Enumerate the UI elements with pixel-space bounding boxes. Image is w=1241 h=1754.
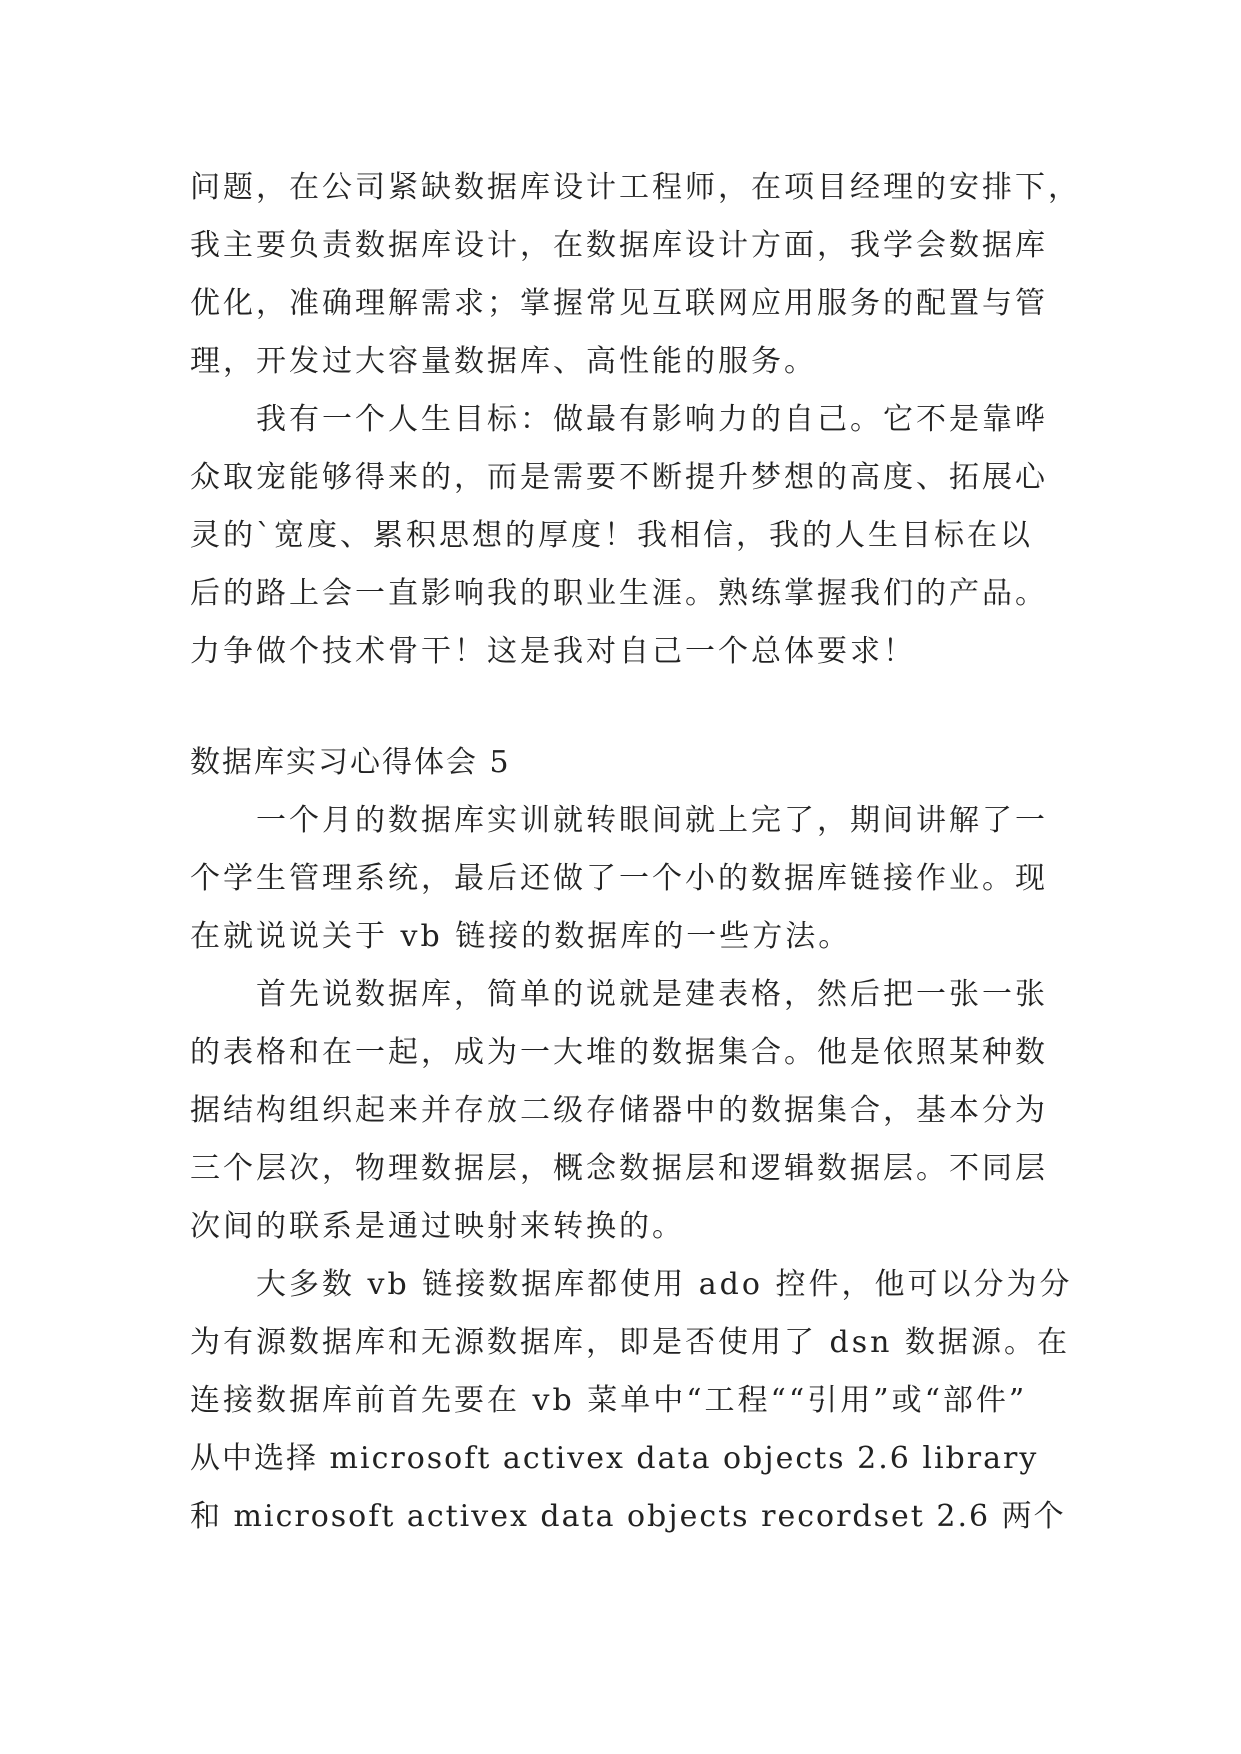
text-line: 理，开发过大容量数据库、高性能的服务。	[190, 344, 817, 379]
text-line: 三个层次，物理数据层，概念数据层和逻辑数据层。不同层	[190, 1151, 1048, 1186]
section-heading: 数据库实习心得体会 5	[190, 745, 511, 780]
text-line: 优化，准确理解需求；掌握常见互联网应用服务的配置与管	[190, 286, 1048, 321]
paragraph-first-line: 大多数 vb 链接数据库都使用 ado 控件，他可以分为分	[256, 1267, 1073, 1302]
text-line: 灵的`宽度、累积思想的厚度！我相信，我的人生目标在以	[190, 518, 1033, 553]
paragraph-first-line: 一个月的数据库实训就转眼间就上完了，期间讲解了一	[256, 803, 1048, 838]
paragraph-first-line: 我有一个人生目标：做最有影响力的自己。它不是靠哗	[256, 402, 1048, 437]
text-line: 据结构组织起来并存放二级存储器中的数据集合，基本分为	[190, 1093, 1048, 1128]
text-line: 次间的联系是通过映射来转换的。	[190, 1209, 685, 1244]
text-line: 的表格和在一起，成为一大堆的数据集合。他是依照某种数	[190, 1035, 1048, 1070]
text-line: 和 microsoft activex data objects recordset 2.6 两个	[190, 1499, 1066, 1534]
text-line: 在就说说关于 vb 链接的数据库的一些方法。	[190, 919, 852, 954]
text-line: 后的路上会一直影响我的职业生涯。熟练掌握我们的产品。	[190, 576, 1048, 611]
text-line: 众取宠能够得来的，而是需要不断提升梦想的高度、拓展心	[190, 460, 1048, 495]
text-line: 个学生管理系统，最后还做了一个小的数据库链接作业。现	[190, 861, 1048, 896]
text-line: 问题，在公司紧缺数据库设计工程师，在项目经理的安排下，	[190, 170, 1081, 205]
paragraph-first-line: 首先说数据库，简单的说就是建表格，然后把一张一张	[256, 977, 1048, 1012]
text-line: 力争做个技术骨干！这是我对自己一个总体要求！	[190, 634, 916, 669]
text-line: 从中选择 microsoft activex data objects 2.6 library	[190, 1441, 1039, 1476]
text-line: 我主要负责数据库设计，在数据库设计方面，我学会数据库	[190, 228, 1048, 263]
text-line: 为有源数据库和无源数据库，即是否使用了 dsn 数据源。在	[190, 1325, 1070, 1360]
text-line: 连接数据库前首先要在 vb 菜单中“工程““引用”或“部件”	[190, 1383, 1028, 1418]
